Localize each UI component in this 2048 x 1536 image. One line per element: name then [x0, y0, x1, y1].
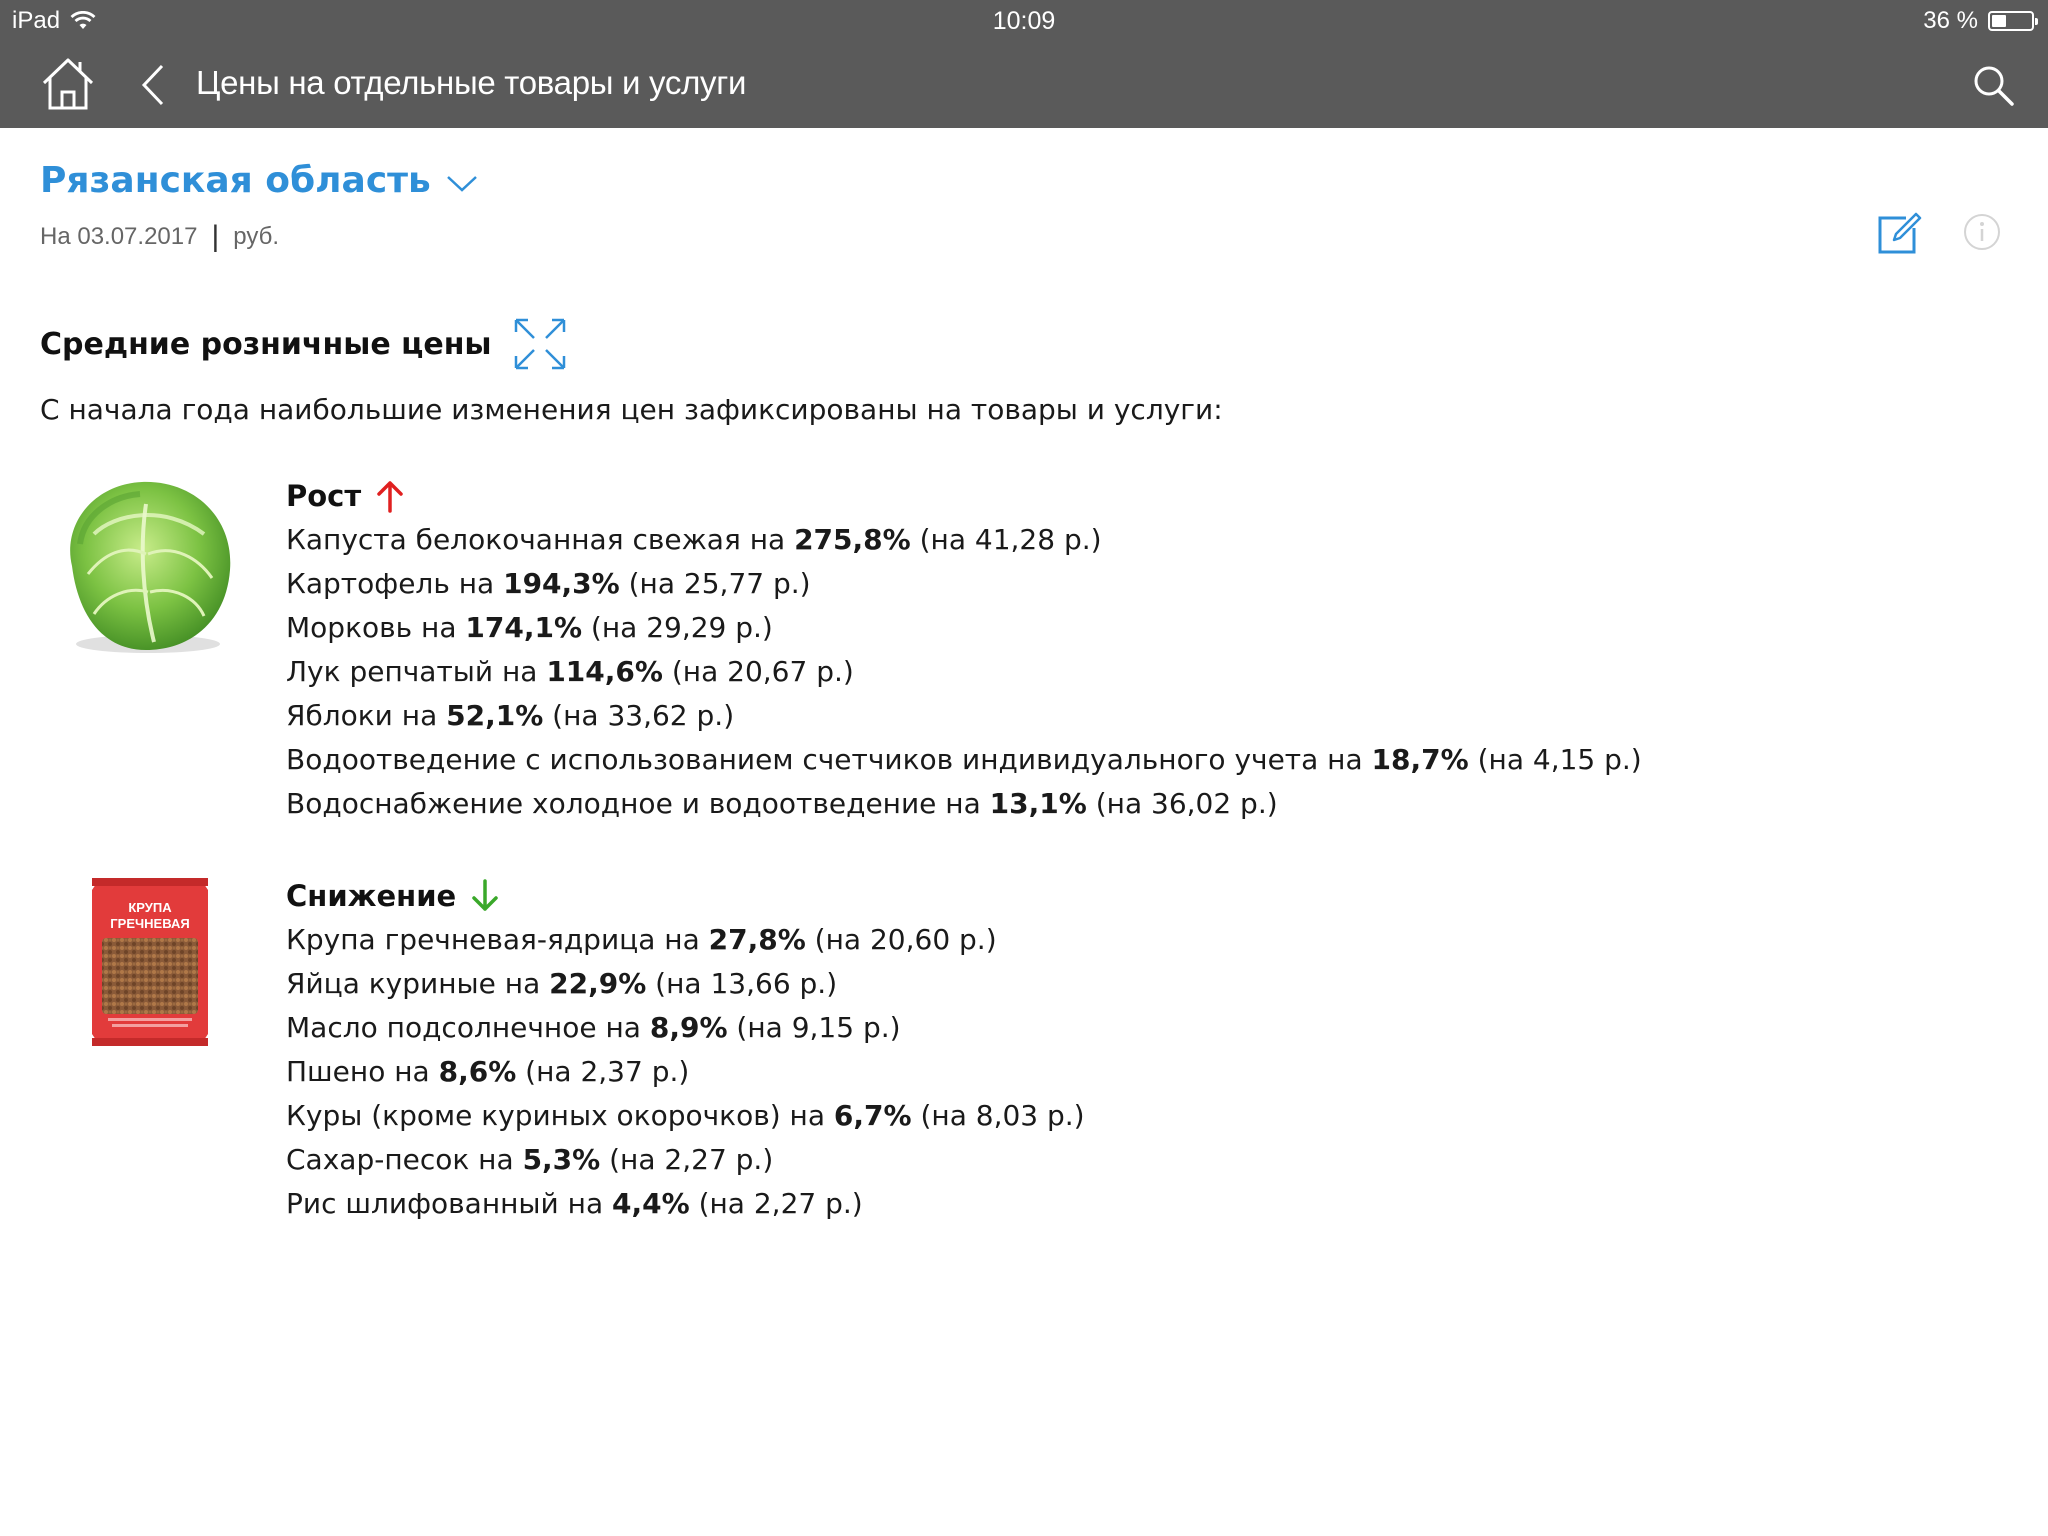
- intro-text: С начала года наибольшие изменения цен зафиксированы на товары и услуги:: [40, 393, 1223, 426]
- status-time: 10:09: [992, 7, 1056, 35]
- item-amount: (на 2,27 р.): [600, 1143, 774, 1176]
- status-right: [1923, 7, 2034, 35]
- date-label: На 03.07.2017: [40, 223, 198, 250]
- expand-icon[interactable]: [512, 316, 568, 372]
- arrow-down-icon: [470, 879, 500, 913]
- item-name: Рис шлифованный на: [286, 1187, 613, 1220]
- item-amount: (на 8,03 р.): [911, 1099, 1085, 1132]
- item-percent: 52,1%: [446, 699, 544, 732]
- home-icon[interactable]: [38, 54, 98, 114]
- pack-label-1: КРУПА: [128, 900, 172, 915]
- price-change-item: [286, 606, 1642, 650]
- rise-title: Рост: [286, 479, 362, 513]
- price-change-item: [286, 1138, 1085, 1182]
- item-name: Водоотведение с использованием счетчиков индивидуального учета на: [286, 743, 1372, 776]
- buckwheat-pack-image: [88, 874, 212, 1050]
- item-percent: 4,4%: [612, 1187, 690, 1220]
- item-name: Лук репчатый на: [286, 655, 547, 688]
- item-percent: 8,6%: [438, 1055, 517, 1088]
- battery-icon: [1988, 11, 2034, 31]
- status-bar: [0, 0, 2048, 42]
- pack-label-2: ГРЕЧНЕВАЯ: [110, 916, 190, 931]
- region-selector[interactable]: [40, 160, 479, 201]
- rise-rows: [286, 518, 1642, 826]
- date-unit-line: [40, 220, 279, 254]
- item-name: Водоснабжение холодное и водоотведение на: [286, 787, 990, 820]
- unit-label: руб.: [233, 223, 280, 250]
- cabbage-image: [54, 474, 240, 656]
- item-percent: 5,3%: [522, 1143, 601, 1176]
- item-name: Пшено на: [286, 1055, 439, 1088]
- item-name: Масло подсолнечное на: [286, 1011, 650, 1044]
- price-change-item: [286, 918, 1085, 962]
- price-change-item: [286, 1006, 1085, 1050]
- item-name: Картофель на: [286, 567, 504, 600]
- region-title[interactable]: Рязанская область: [40, 160, 431, 201]
- price-change-item: [286, 562, 1642, 606]
- fall-rows: [286, 918, 1085, 1226]
- item-name: Крупа гречневая-ядрица на: [286, 923, 709, 956]
- edit-icon[interactable]: [1876, 210, 1922, 256]
- search-icon[interactable]: [1968, 60, 2018, 110]
- item-amount: (на 4,15 р.): [1468, 743, 1642, 776]
- price-change-item: [286, 1094, 1085, 1138]
- item-amount: (на 2,37 р.): [516, 1055, 690, 1088]
- price-change-item: [286, 782, 1642, 826]
- price-change-item: [286, 694, 1642, 738]
- battery-fill: [1992, 15, 2006, 27]
- fall-header: [286, 874, 1085, 918]
- chevron-left-icon[interactable]: [134, 62, 170, 108]
- fall-title: Снижение: [286, 879, 457, 913]
- price-change-item: [286, 962, 1085, 1006]
- item-amount: (на 2,27 р.): [689, 1187, 863, 1220]
- rise-header: [286, 474, 1642, 518]
- item-amount: (на 20,60 р.): [805, 923, 997, 956]
- arrow-up-icon: [375, 479, 405, 513]
- chevron-down-icon[interactable]: [445, 174, 479, 194]
- item-amount: (на 41,28 р.): [910, 523, 1102, 556]
- section-title: Средние розничные цены: [40, 326, 492, 362]
- price-change-item: [286, 518, 1642, 562]
- battery-percent: 36 %: [1923, 7, 1978, 34]
- item-percent: 114,6%: [546, 655, 663, 688]
- item-percent: 13,1%: [989, 787, 1087, 820]
- item-name: Морковь на: [286, 611, 466, 644]
- price-change-item: [286, 650, 1642, 694]
- item-name: Яйца куриные на: [286, 967, 550, 1000]
- price-change-item: [286, 1182, 1085, 1226]
- item-percent: 174,1%: [465, 611, 582, 644]
- separator: |: [211, 220, 220, 253]
- item-name: Куры (кроме куриных окорочков) на: [286, 1099, 834, 1132]
- item-percent: 18,7%: [1371, 743, 1469, 776]
- item-name: Капуста белокочанная свежая на: [286, 523, 795, 556]
- item-amount: (на 29,29 р.): [582, 611, 773, 644]
- item-amount: (на 13,66 р.): [646, 967, 838, 1000]
- item-percent: 27,8%: [708, 923, 806, 956]
- item-percent: 194,3%: [503, 567, 620, 600]
- item-percent: 275,8%: [794, 523, 911, 556]
- item-percent: 8,9%: [649, 1011, 728, 1044]
- item-percent: 22,9%: [549, 967, 647, 1000]
- item-amount: (на 33,62 р.): [543, 699, 735, 732]
- item-amount: (на 36,02 р.): [1086, 787, 1278, 820]
- price-change-item: [286, 1050, 1085, 1094]
- rise-list: [286, 474, 1642, 826]
- item-amount: (на 25,77 р.): [619, 567, 811, 600]
- nav-title: Цены на отдельные товары и услуги: [196, 64, 747, 101]
- section-header: [40, 316, 568, 372]
- item-amount: (на 9,15 р.): [727, 1011, 901, 1044]
- item-name: Яблоки на: [286, 699, 447, 732]
- fall-list: [286, 874, 1085, 1226]
- device-name: iPad: [12, 7, 61, 34]
- info-icon[interactable]: [1962, 212, 2002, 252]
- item-amount: (на 20,67 р.): [662, 655, 854, 688]
- item-percent: 6,7%: [833, 1099, 912, 1132]
- nav-bar: [0, 42, 2048, 128]
- price-change-item: [286, 738, 1642, 782]
- item-name: Сахар-песок на: [286, 1143, 523, 1176]
